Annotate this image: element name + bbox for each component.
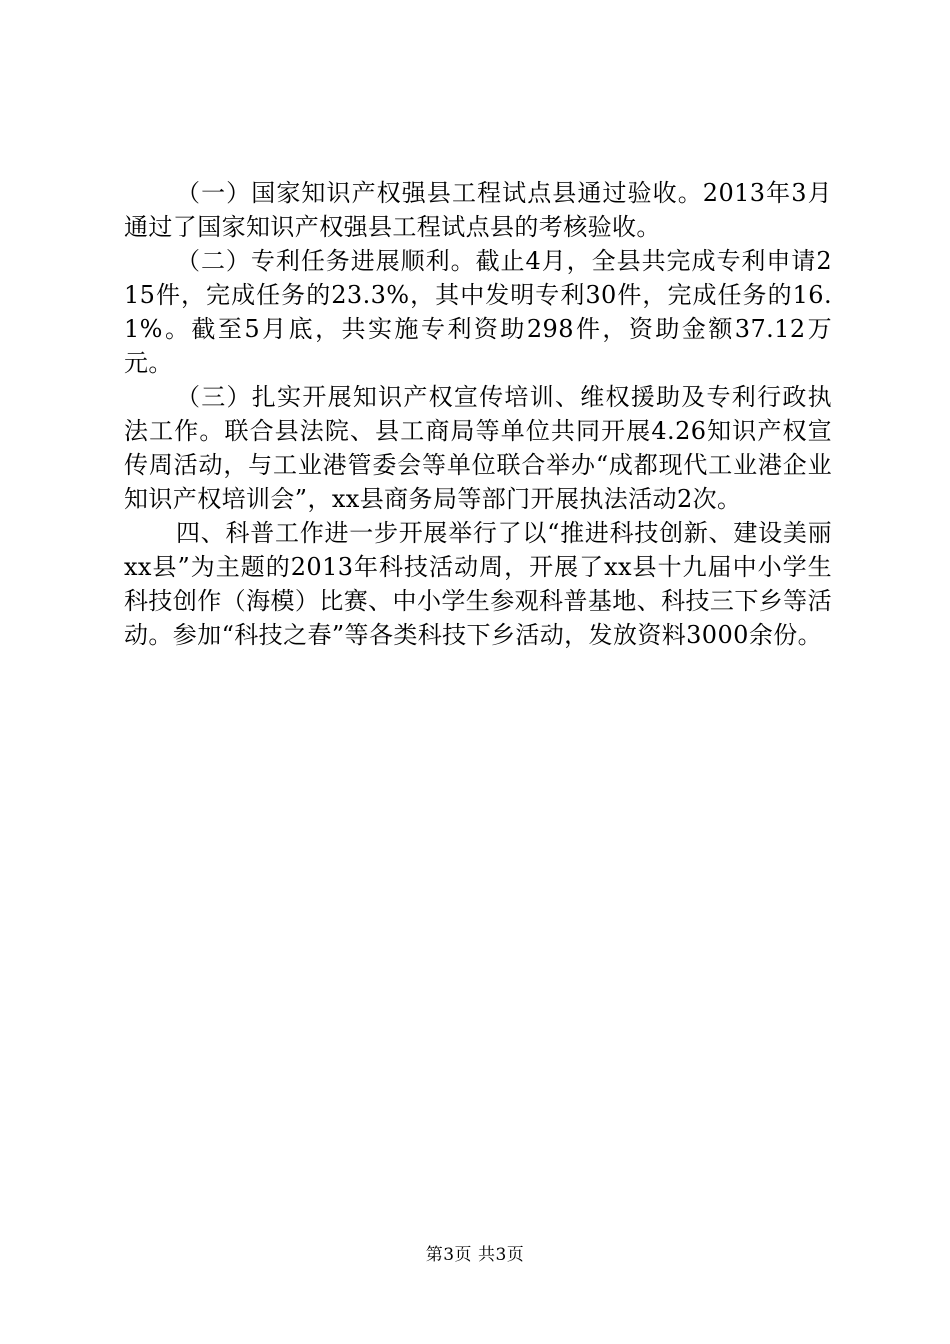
document-body [124,176,832,652]
paragraph-science-popularization: 四、科普工作进一步开展举行了以“推进科技创新、建设美丽xx县”为主题的2013年科技活动周，开展了xx县十九届中小学生科技创作（海模）比赛、中小学生参观科普基地、科技三下乡等活动。参加“科技之春”等各类科技下乡活动，发放资料3000余份。 [124,519,832,649]
paragraph-patent-progress: （二）专利任务进展顺利。截止4月，全县共完成专利申请215件，完成任务的23.3%，其中发明专利30件，完成任务的16.1%。截至5月底，共实施专利资助298件，资助金额37.12万元。 [124,247,832,377]
paragraph-ip-training-enforcement: （三）扎实开展知识产权宣传培训、维权援助及专利行政执法工作。联合县法院、县工商局等单位共同开展4.26知识产权宣传周活动，与工业港管委会等单位联合举办“成都现代工业港企业知识产权培训会”，xx县商务局等部门开展执法活动2次。 [124,383,832,513]
page-footer: 第3页 共3页 [425,1245,525,1265]
paragraph-ip-county-acceptance: （一）国家知识产权强县工程试点县通过验收。2013年3月通过了国家知识产权强县工程试点县的考核验收。 [124,179,832,241]
